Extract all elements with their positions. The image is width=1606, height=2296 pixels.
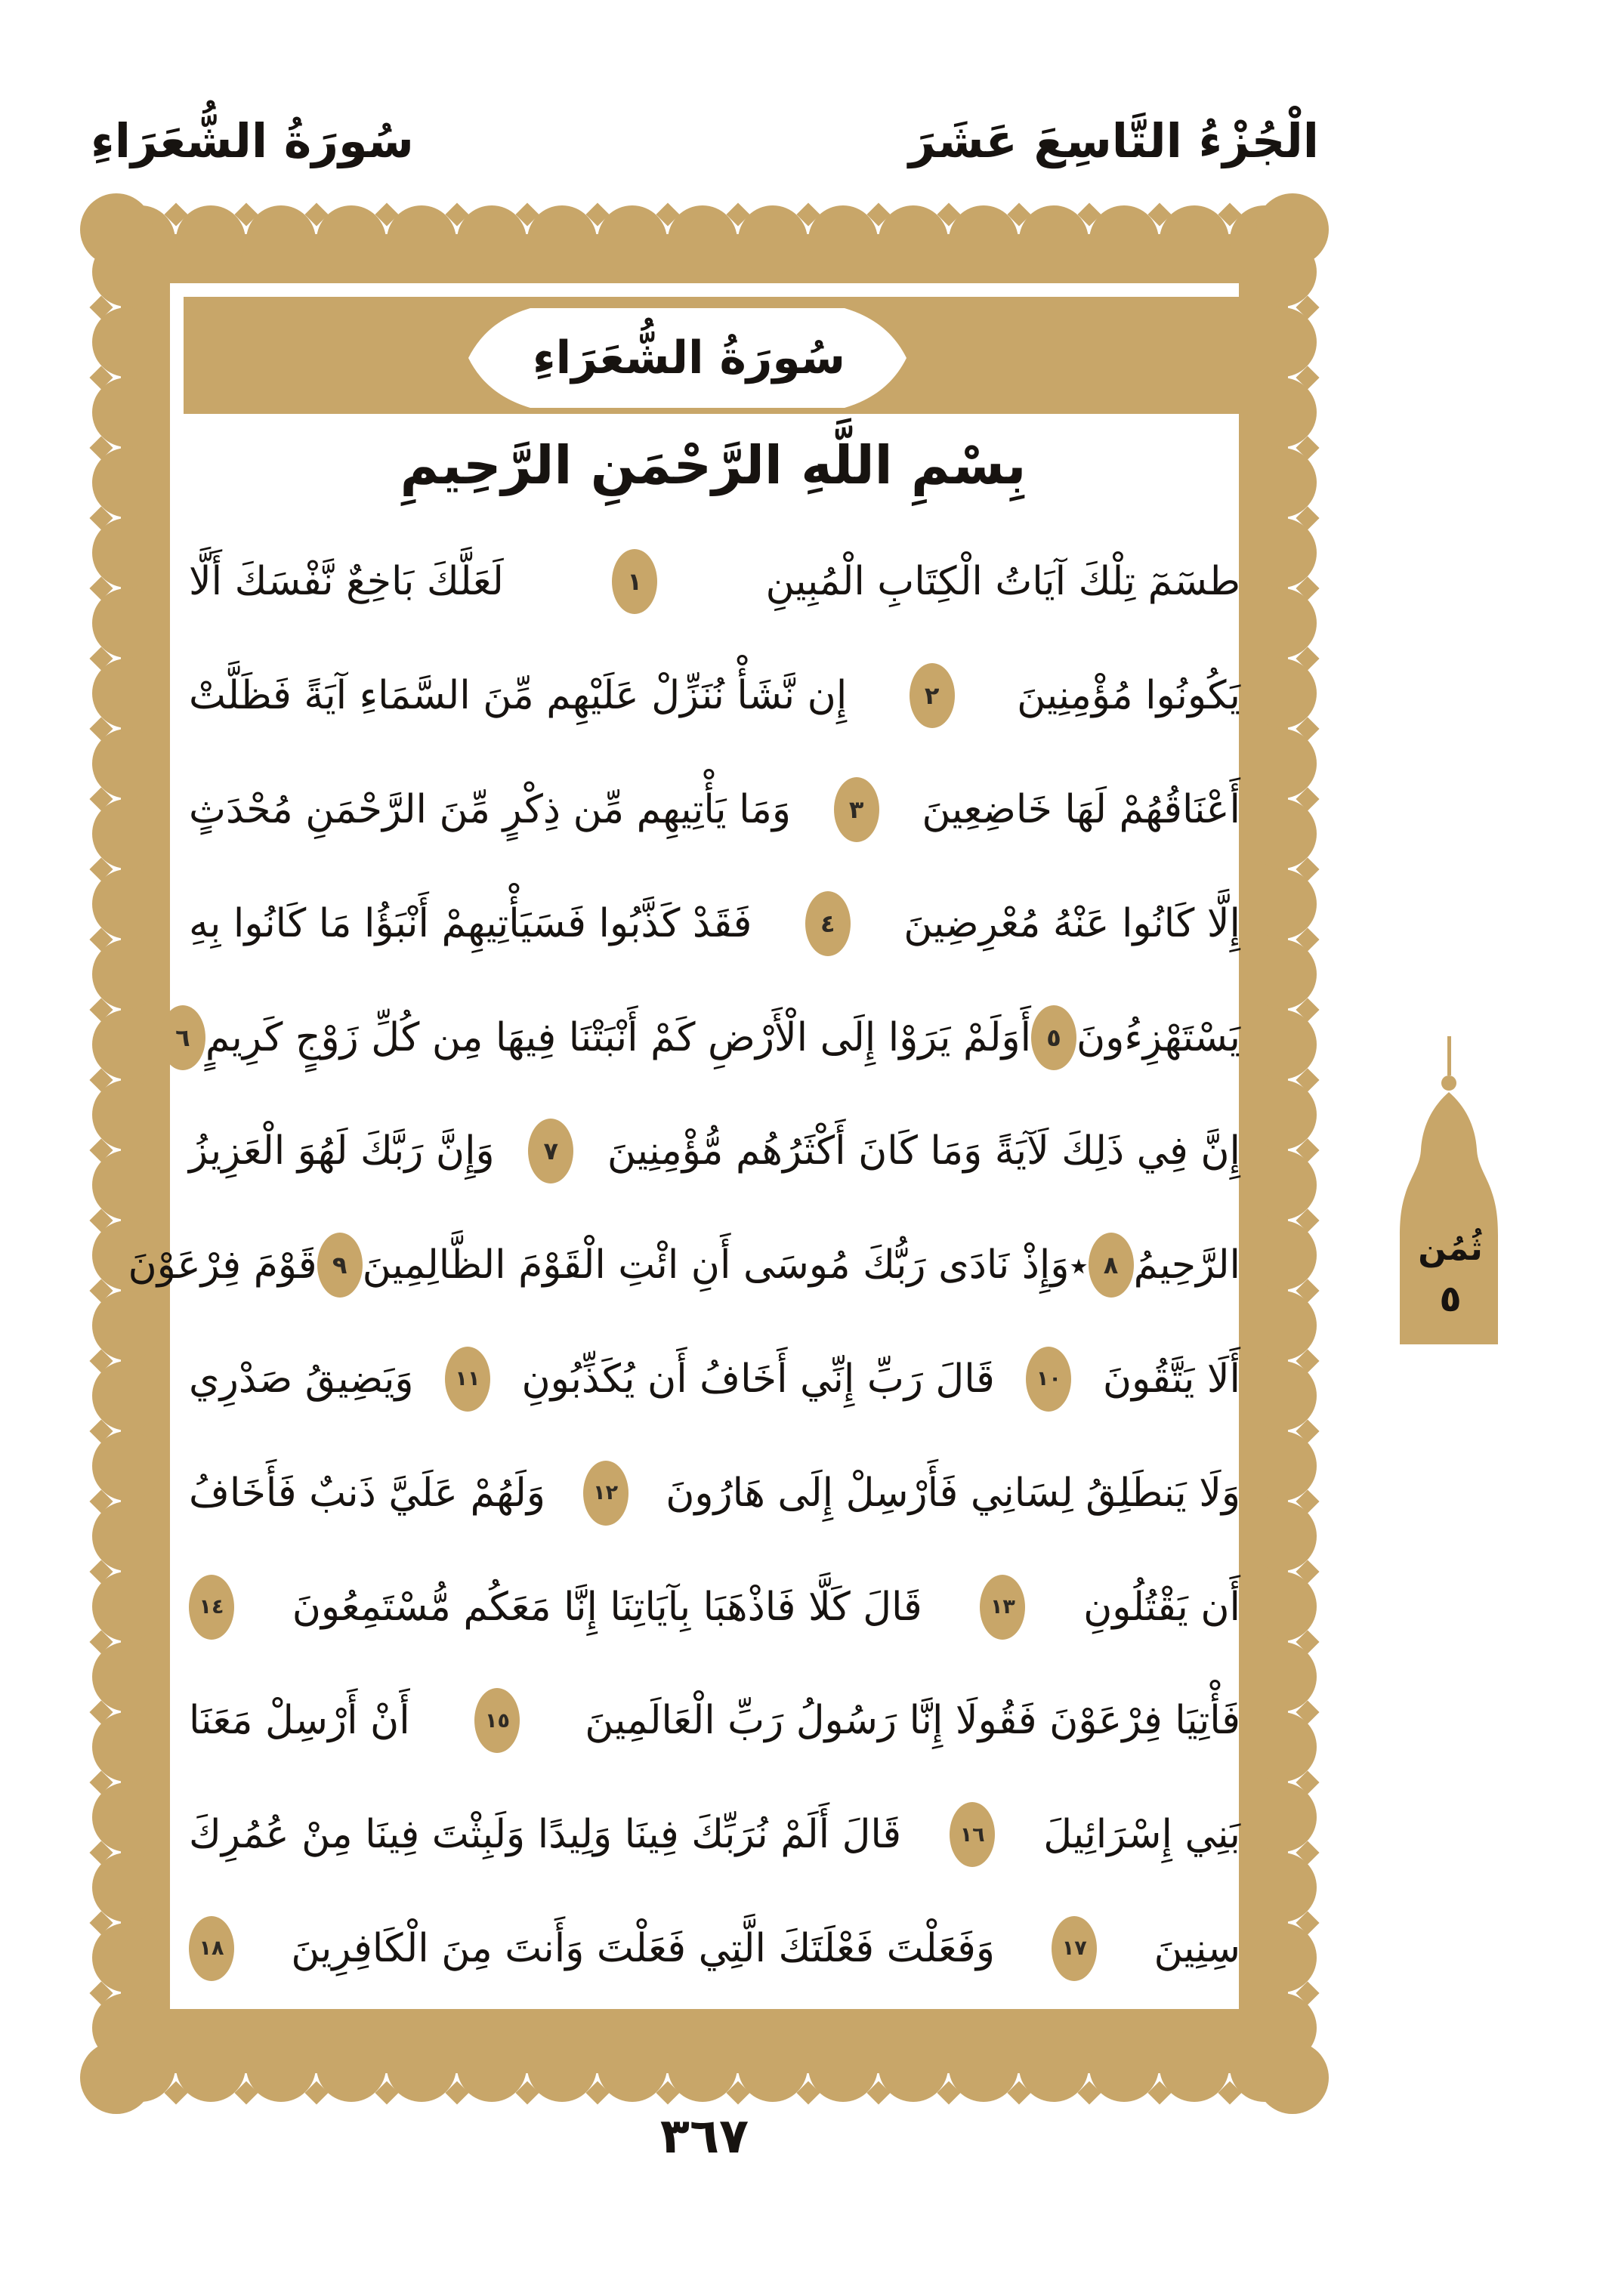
- verse-number-marker: ١٦: [950, 1802, 995, 1867]
- ayah-text: يَسْتَهْزِءُونَ: [1076, 1014, 1240, 1060]
- ayah-text: قَالَ رَبِّ إِنِّي أَخَافُ أَن يُكَذِّبُونِ: [521, 1356, 995, 1402]
- ayah-text: أَعْنَاقُهُمْ لَهَا خَاضِعِينَ: [922, 786, 1240, 832]
- ayah-text: وَلَهُمْ عَلَيَّ ذَنبٌ فَأَخَافُ: [189, 1470, 545, 1516]
- quran-line-9: [189, 1436, 1240, 1550]
- ayah-text: وَلَا يَنطَلِقُ لِسَانِي فَأَرْسِلْ إِلَى هَارُونَ: [666, 1470, 1240, 1516]
- quran-text: [128, 525, 1240, 2005]
- verse-number-marker: ٨: [1089, 1233, 1134, 1298]
- ayah-text: أَنْ أَرْسِلْ مَعَنَا: [189, 1698, 410, 1744]
- ayah-text: قَالَ أَلَمْ نُرَبِّكَ فِينَا وَلِيدًا وَلَبِثْتَ فِينَا مِنْ عُمُرِكَ: [189, 1812, 902, 1858]
- ayah-text: إِلَّا كَانُوا عَنْهُ مُعْرِضِينَ: [903, 900, 1240, 946]
- thumn-label: ثُمُن: [1418, 1230, 1483, 1268]
- quran-line-8: [189, 1322, 1240, 1437]
- quran-line-7: [128, 1208, 1240, 1322]
- verse-number-marker: ١: [612, 549, 657, 614]
- verse-number-marker: ١٢: [583, 1461, 629, 1526]
- quran-line-2: [189, 639, 1240, 753]
- ayah-text: طسٓمٓ تِلْكَ آيَاتُ الْكِتَابِ الْمُبِينِ: [765, 559, 1240, 605]
- quran-line-10: [189, 1550, 1240, 1664]
- ayah-text: وَإِنَّ رَبَّكَ لَهُوَ الْعَزِيزُ: [189, 1128, 495, 1174]
- juz-header: الْجُزْءُ التَّاسِعَ عَشَرَ: [908, 113, 1319, 168]
- ayah-text: سِنِينَ: [1154, 1925, 1240, 1971]
- verse-number-marker: ١٣: [980, 1575, 1025, 1640]
- ayah-text: إِن نَّشَأْ نُنَزِّلْ عَلَيْهِم مِّنَ السَّمَاءِ آيَةً فَظَلَّتْ: [189, 673, 848, 719]
- quran-line-5: [175, 980, 1240, 1094]
- ayah-text: الرَّحِيمُ: [1133, 1242, 1240, 1288]
- verse-number-marker: ١٠: [1026, 1347, 1071, 1412]
- ayah-text: وَإِذْ نَادَى رَبُّكَ مُوسَى أَنِ ائْتِ الْقَوْمَ الظَّالِمِينَ: [362, 1242, 1070, 1288]
- quran-line-3: [189, 753, 1240, 867]
- quran-line-1: [189, 525, 1240, 639]
- rub-el-hizb-icon: ٭: [1069, 1245, 1089, 1286]
- verse-number-marker: ٤: [805, 891, 851, 956]
- ayah-text: وَفَعَلْتَ فَعْلَتَكَ الَّتِي فَعَلْتَ وَأَنتَ مِنَ الْكَافِرِينَ: [291, 1925, 995, 1971]
- ayah-text: إِنَّ فِي ذَلِكَ لَآيَةً وَمَا كَانَ أَكْثَرُهُم مُّؤْمِنِينَ: [607, 1128, 1240, 1174]
- bismillah: بِسْمِ اللَّهِ الرَّحْمَنِ الرَّحِيمِ: [400, 434, 1027, 496]
- ayah-text: أَلَا يَتَّقُونَ: [1102, 1356, 1240, 1402]
- quran-line-4: [189, 866, 1240, 980]
- verse-number-marker: ١٨: [189, 1916, 234, 1981]
- surah-name-header: سُورَةُ الشُّعَرَاءِ: [91, 113, 414, 168]
- quran-line-13: [189, 1892, 1240, 2006]
- verse-number-marker: ٦: [160, 1005, 205, 1070]
- ayah-text: أَن يَقْتُلُونِ: [1083, 1584, 1240, 1630]
- verse-number-marker: ٥: [1031, 1005, 1076, 1070]
- quran-line-12: [189, 1778, 1240, 1892]
- verse-number-marker: ٩: [317, 1233, 363, 1298]
- thumn-number: ٥: [1439, 1278, 1462, 1320]
- ayah-text: أَوَلَمْ يَرَوْا إِلَى الْأَرْضِ كَمْ أَنْبَتْنَا فِيهَا مِن كُلِّ زَوْجٍ كَرِيمٍ: [205, 1014, 1032, 1060]
- quran-line-6: [189, 1094, 1240, 1208]
- ayah-text: قَوْمَ فِرْعَوْنَ: [128, 1242, 317, 1288]
- dome-finial-ball: [1441, 1075, 1456, 1091]
- verse-number-marker: ١٥: [474, 1688, 520, 1753]
- ayah-text: فَقَدْ كَذَّبُوا فَسَيَأْتِيهِمْ أَنْبَؤُا مَا كَانُوا بِهِ: [189, 900, 752, 946]
- verse-number-marker: ١٤: [189, 1575, 234, 1640]
- ayah-text: يَكُونُوا مُؤْمِنِينَ: [1017, 673, 1240, 719]
- verse-number-marker: ٣: [834, 777, 879, 842]
- verse-number-marker: ١٧: [1052, 1916, 1097, 1981]
- verse-number-marker: ٧: [528, 1119, 573, 1183]
- verse-number-marker: ٢: [910, 663, 955, 728]
- ayah-text: لَعَلَّكَ بَاخِعٌ نَّفْسَكَ أَلَّا: [189, 559, 504, 605]
- ayah-text: قَالَ كَلَّا فَاذْهَبَا بِآيَاتِنَا إِنَّا مَعَكُم مُّسْتَمِعُونَ: [292, 1584, 922, 1630]
- quran-line-11: [189, 1664, 1240, 1778]
- dome-finial-line: [1447, 1036, 1451, 1075]
- ayah-text: وَمَا يَأْتِيهِم مِّن ذِكْرٍ مِّنَ الرَّحْمَنِ مُحْدَثٍ: [189, 786, 791, 832]
- page-number: ٣٦٧: [659, 2109, 749, 2165]
- surah-title: سُورَةُ الشُّعَرَاءِ: [532, 332, 846, 384]
- ayah-text: وَيَضِيقُ صَدْرِي: [189, 1356, 414, 1402]
- ayah-text: فَأْتِيَا فِرْعَوْنَ فَقُولَا إِنَّا رَسُولُ رَبِّ الْعَالَمِينَ: [585, 1698, 1240, 1744]
- verse-number-marker: ١١: [445, 1347, 490, 1412]
- ayah-text: بَنِي إِسْرَائِيلَ: [1043, 1812, 1240, 1858]
